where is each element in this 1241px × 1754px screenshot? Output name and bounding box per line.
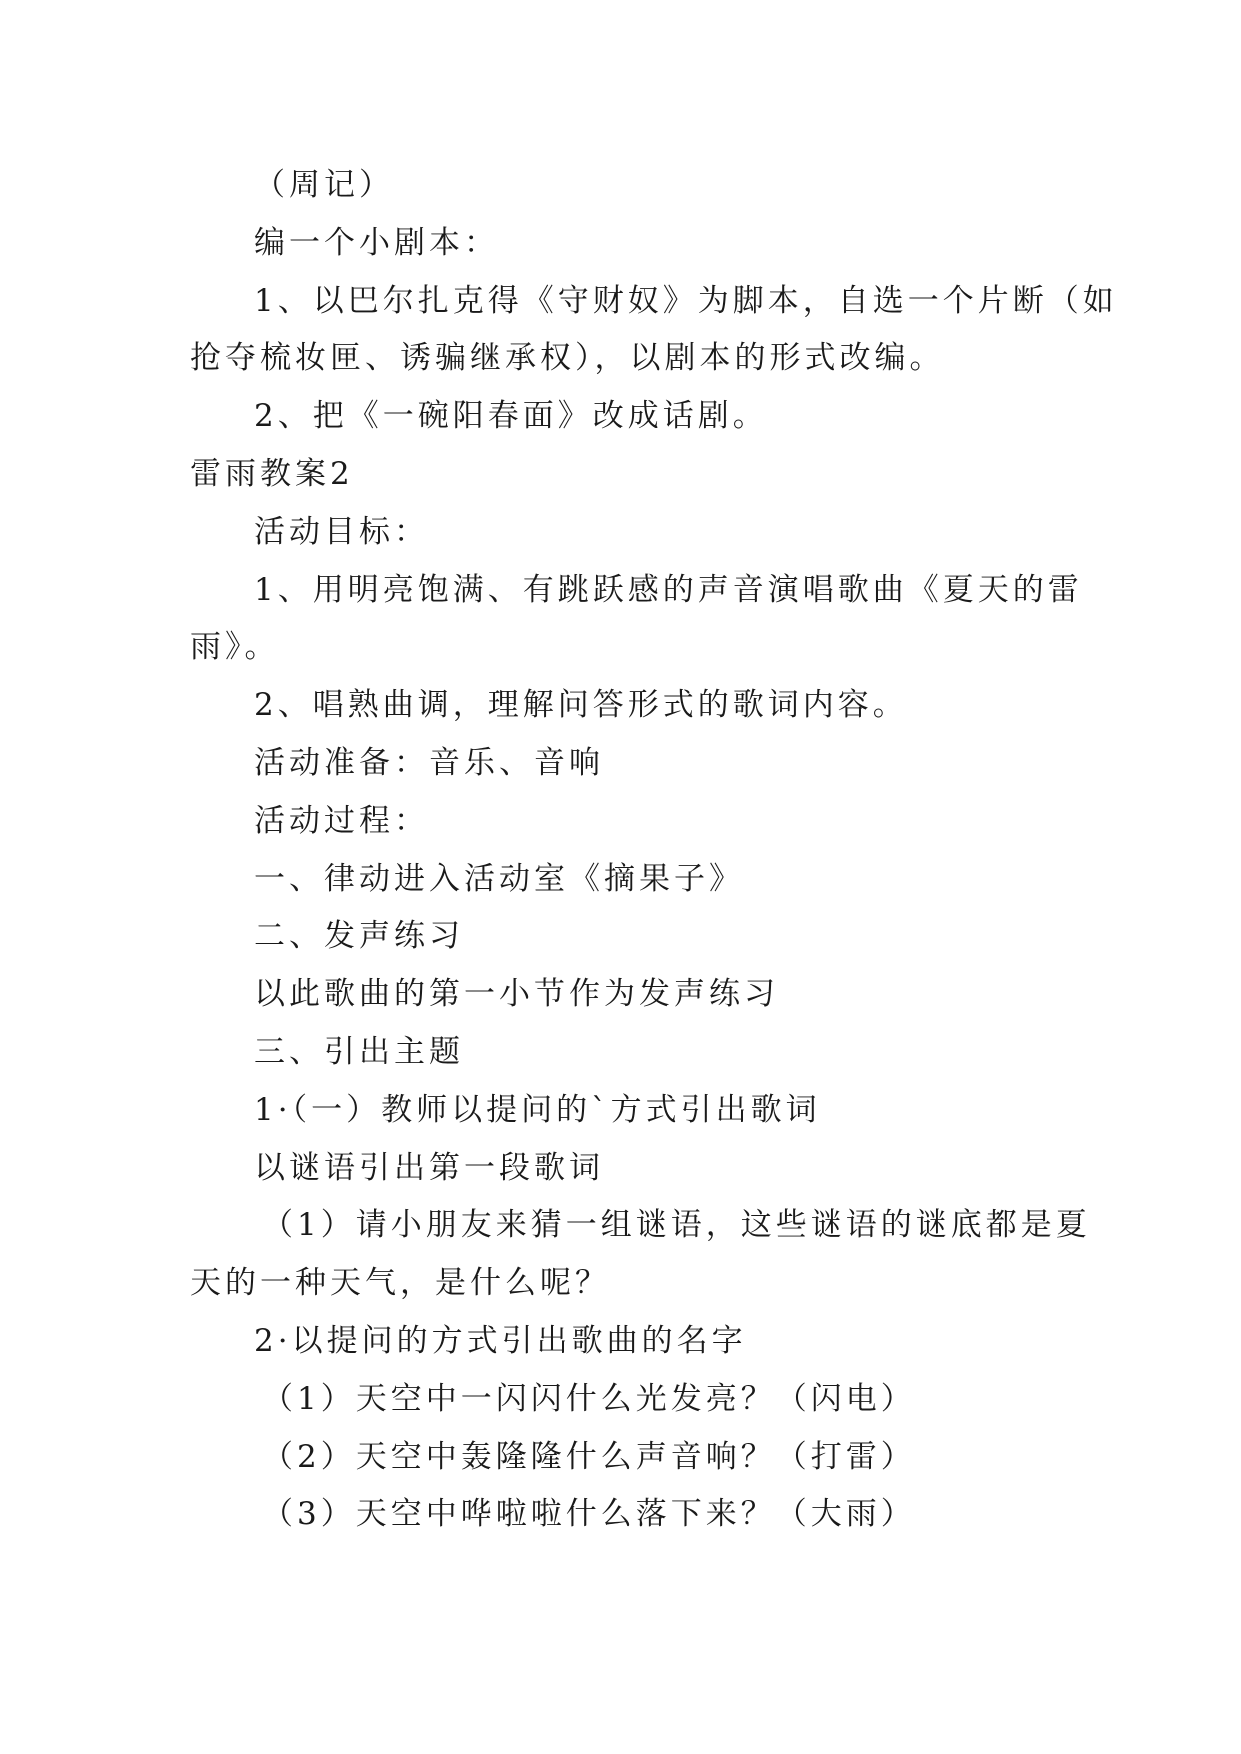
- text-line-goal-1-part-1: 1、用明亮饱满、有跳跃感的声音演唱歌曲《夏天的雷: [254, 572, 1083, 608]
- text-line-riddle-1-part-2: 天的一种天气，是什么呢？: [190, 1265, 610, 1301]
- text-line-step-3-2: 2·以提问的方式引出歌曲的名字: [254, 1323, 747, 1359]
- text-line-goal-2: 2、唱熟曲调，理解问答形式的歌词内容。: [254, 687, 908, 723]
- section-heading-lesson-plan-2: 雷雨教案2: [190, 456, 354, 492]
- text-line-riddle-1-part-1: （1）请小朋友来猜一组谜语，这些谜语的谜底都是夏: [262, 1207, 1091, 1243]
- text-line-activity-goals: 活动目标：: [254, 514, 429, 550]
- text-line-question-2: （2）天空中轰隆隆什么声音响？（打雷）: [262, 1439, 916, 1475]
- text-line-step-3: 三、引出主题: [254, 1034, 464, 1070]
- text-line-task-1-part-1: 1、以巴尔扎克得《守财奴》为脚本，自选一个片断（如: [254, 283, 1118, 319]
- text-line-step-2-detail: 以此歌曲的第一小节作为发声练习: [254, 976, 779, 1012]
- text-line-goal-1-part-2: 雨》。: [190, 629, 280, 665]
- text-line-step-2: 二、发声练习: [254, 918, 464, 954]
- text-line-question-3: （3）天空中哗啦啦什么落下来？（大雨）: [262, 1496, 916, 1532]
- text-line-weekly-note: （周记）: [254, 167, 394, 203]
- text-line-activity-prep: 活动准备：音乐、音响: [254, 745, 604, 781]
- text-line-riddle-intro: 以谜语引出第一段歌词: [254, 1150, 604, 1186]
- text-line-step-1: 一、律动进入活动室《摘果子》: [254, 861, 744, 897]
- text-line-step-3-1: 1·（一）教师以提问的`方式引出歌词: [254, 1092, 821, 1128]
- text-line-task-2: 2、把《一碗阳春面》改成话剧。: [254, 398, 768, 434]
- text-line-activity-process: 活动过程：: [254, 803, 429, 839]
- text-line-script-task: 编一个小剧本：: [254, 225, 499, 261]
- text-line-question-1: （1）天空中一闪闪什么光发亮？（闪电）: [262, 1381, 916, 1417]
- text-line-task-1-part-2: 抢夺梳妆匣、诱骗继承权），以剧本的形式改编。: [190, 340, 945, 376]
